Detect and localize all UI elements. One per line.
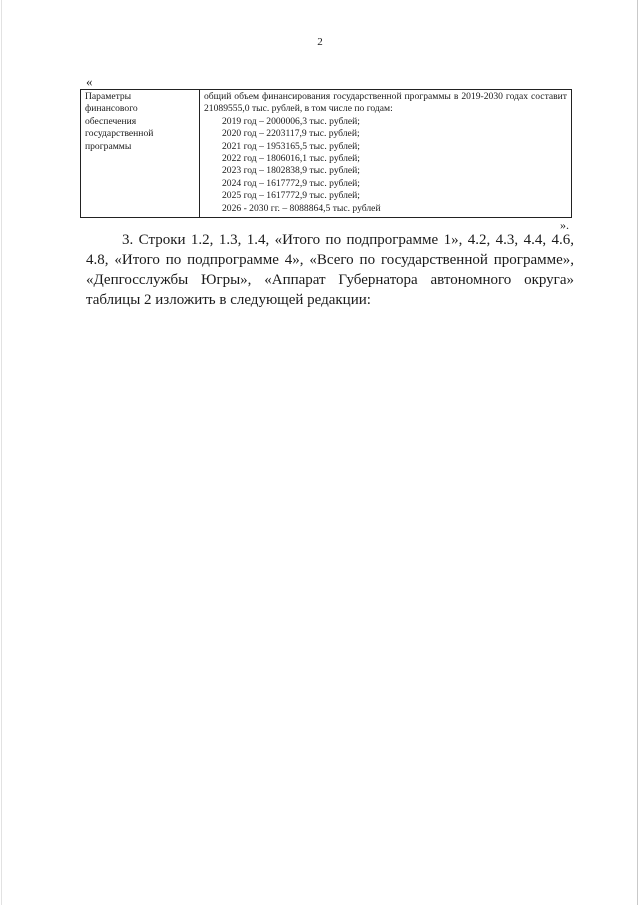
closing-quote-mark: ». [560,218,569,232]
parameter-label-cell [81,90,200,218]
scan-edge-right [637,0,638,905]
parameter-value-cell [200,90,572,218]
financing-parameters-table [80,89,572,218]
financing-summary: общий объем финансирования государственной программы в 2019-2030 годах составит 21089555,0 тыс. рублей, в том числе по годам: [204,91,567,115]
year-line-2024: 2024 год – 1617772,9 тыс. рублей; [222,177,360,189]
page-number: 2 [317,36,323,48]
label-line: обеспечения [85,115,137,127]
opening-quote-mark: « [86,74,93,89]
year-line-2022: 2022 год – 1806016,1 тыс. рублей; [222,153,360,165]
label-line: государственной [85,128,154,140]
scan-edge-left [1,0,2,905]
table-row [81,90,572,218]
year-line-2021: 2021 год – 1953165,5 тыс. рублей; [222,140,360,152]
year-line-2019: 2019 год – 2000006,3 тыс. рублей; [222,115,360,127]
label-line: программы [85,140,132,152]
year-line-2020: 2020 год – 2203117,9 тыс. рублей; [222,128,360,140]
amendment-paragraph: 3. Строки 1.2, 1.3, 1.4, «Итого по подпрограмме 1», 4.2, 4.3, 4.4, 4.6, 4.8, «Итого по подпрограмме 4», «Всего по государственной программе», «Депгосслужбы Югры», «Аппарат Губернатора автономного округа» таблицы 2 изложить в следующей редакции: [86,232,574,308]
year-line-2026-2030: 2026 - 2030 гг. – 8088864,5 тыс. рублей [222,202,381,214]
year-line-2025: 2025 год – 1617772,9 тыс. рублей; [222,190,360,202]
label-line: финансового [85,103,138,115]
year-line-2023: 2023 год – 1802838,9 тыс. рублей; [222,165,360,177]
label-line: Параметры [85,91,132,102]
